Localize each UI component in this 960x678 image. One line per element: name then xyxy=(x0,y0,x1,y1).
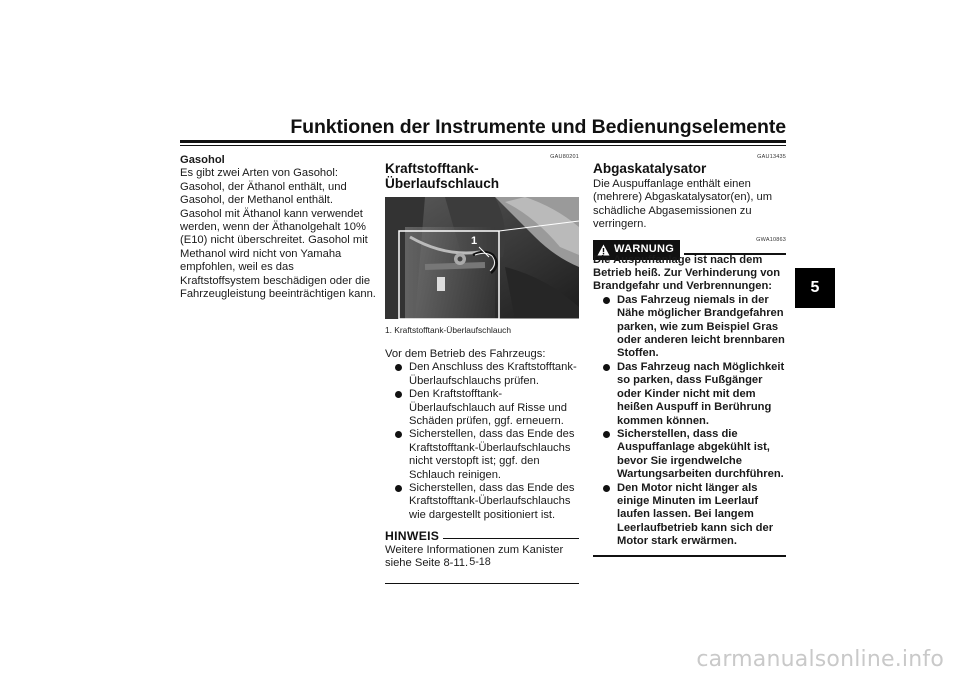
note-label: HINWEIS xyxy=(385,529,440,544)
list-item: Den Kraftstofftank-Überlaufschlauch auf Risse und Schäden prüfen, ggf. erneuern. xyxy=(395,388,579,428)
list-item: Das Fahrzeug nach Möglichkeit so parken, dass Fußgänger oder Kinder nicht mit dem heißen Auspuff in Berührung kommen können. xyxy=(603,361,786,428)
photo-caption: 1. Kraftstofftank-Überlaufschlauch xyxy=(385,325,512,335)
note-text: Weitere Informationen zum Kanister siehe Seite 8-11. xyxy=(385,543,564,570)
list-item: Den Anschluss des Kraftstofftank-Überlaufschlauchs prüfen. xyxy=(395,361,579,388)
list-item: Sicherstellen, dass das Ende des Kraftstofftank-Überlaufschlauchs wie dargestellt positioniert ist. xyxy=(395,482,579,522)
page-number: 5-18 xyxy=(469,556,491,568)
column-gasohol xyxy=(180,154,376,301)
bullet-icon xyxy=(395,485,402,492)
page-title: Funktionen der Instrumente und Bedienungselemente xyxy=(290,116,786,138)
bullet-icon xyxy=(603,485,610,492)
note-end-rule xyxy=(385,583,579,584)
gasohol-text: Es gibt zwei Arten von Gasohol: Gasohol, der Äthanol enthält, und Gasohol, der Methanol enthält. Gasohol mit Äthanol kann verwendet werden, wenn der Äthanolgehalt 10% (E10) nicht überschreitet. Gasohol mit Methanol wird nicht von Yamaha empfohlen, weil es das Kraftstoffsystem beschädigen oder die Fahrzeugleistung beeinträchtigen kann. xyxy=(180,167,376,301)
note-header xyxy=(385,530,579,543)
section-heading-catalytic-converter: Abgaskatalysator xyxy=(593,161,707,176)
bullet-icon xyxy=(395,391,402,398)
list-item: Den Motor nicht länger als einige Minuten im Leerlauf laufen lassen. Bei langem Leerlaufbetrieb kann sich der Motor stark erwärmen. xyxy=(603,482,786,549)
section-ref-code: GAU80201 xyxy=(550,154,579,160)
warning-list xyxy=(593,294,786,549)
gasohol-subheading: Gasohol xyxy=(180,154,225,166)
list-item: Sicherstellen, dass die Auspuffanlage abgekühlt ist, bevor Sie irgendwelche Wartungsarbeiten durchführen. xyxy=(603,428,786,482)
pre-ride-checklist xyxy=(385,361,579,522)
chapter-tab[interactable]: 5 xyxy=(795,268,835,308)
list-item: Das Fahrzeug niemals in der Nähe möglicher Brandgefahren parken, wie zum Beispiel Gras oder anderen leicht brennbaren Stoffen. xyxy=(603,294,786,361)
title-rule-thin xyxy=(180,145,786,146)
list-item: Sicherstellen, dass das Ende des Kraftstofftank-Überlaufschlauchs nicht verstopft ist; ggf. den Schlauch reinigen. xyxy=(395,428,579,482)
catalytic-converter-text: Die Auspuffanlage enthält einen (mehrere) Abgaskatalysator(en), um schädliche Abgasemissionen zu verringern. xyxy=(593,178,773,231)
column-overflow-hose xyxy=(385,154,579,584)
title-rule xyxy=(180,140,786,143)
bullet-icon xyxy=(395,431,402,438)
bullet-icon xyxy=(603,431,610,438)
bullet-icon xyxy=(395,364,402,371)
photo-callout-number: 1 xyxy=(471,235,478,247)
warning-ref-code: GWA10863 xyxy=(756,236,786,243)
pre-ride-intro: Vor dem Betrieb des Fahrzeugs: xyxy=(385,348,546,360)
warning-label: WARNUNG xyxy=(614,242,675,255)
watermark: carmanualsonline.info xyxy=(696,647,944,672)
warning-text: Die Auspuffanlage ist nach dem Betrieb heiß. Zur Verhinderung von Brandgefahr und Verbrennungen: xyxy=(593,253,781,293)
section-heading-overflow-hose: Kraftstofftank-Überlaufschlauch xyxy=(385,161,500,191)
bullet-icon xyxy=(603,297,610,304)
section-ref-code: GAU13435 xyxy=(757,154,786,160)
column-catalytic-converter xyxy=(593,154,786,557)
note-rule xyxy=(443,538,579,539)
bullet-icon xyxy=(603,364,610,371)
overflow-hose-photo xyxy=(385,197,579,319)
